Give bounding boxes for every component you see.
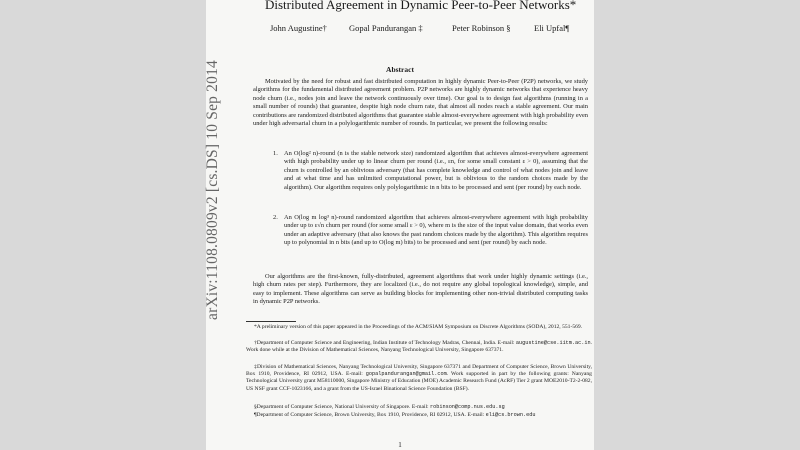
abstract-paragraph-2: Our algorithms are the first-known, fully-distributed, agreement algorithms that work under highly dynamic settings (i.e., high churn rates per step). Furthermore, they are localized (i.e., do not require any global topological knowledge), simple, and easy to implement. These algorithms can serve as building blocks for implementing other non-trivial distributed computing tasks in dynamic P2P networks. — [253, 273, 588, 306]
email-link[interactable]: robinson@comp.nus.edu.sg — [430, 404, 505, 410]
author-upfal: Eli Upfal¶ — [534, 23, 570, 33]
footnote-preliminary: *A preliminary version of this paper appeared in the Proceedings of the ACM/SIAM Symposium on Discrete Algorithms (SODA), 2012, 551-569. — [254, 324, 583, 330]
footnote-pandurangan — [246, 364, 592, 393]
email-link[interactable]: gopalpandurangan@gmail.com — [365, 371, 447, 378]
footnote-text: †Department of Computer Science and Engineering, Indian Institute of Technology Madras, Chennai, India. E-mail: — [254, 340, 515, 346]
footnote-text: . Work done while at the Division of Mathematical Sciences, Nanyang Technological University, Singapore 637371. — [246, 340, 592, 354]
result-text: An O(log² n)-round (n is the stable network size) randomized algorithm that achieves almost-everywhere agreement with high probability under up to linear churn per round (i.e., εn, for some small constant ε > 0), assuming that the churn is controlled by an oblivious adversary (that has complete knowledge and control of what nodes join and leave and at what time and has unlimited computational power, but is oblivious to the random choices made by the algorithm). Our algorithm requires only polylogarithmic in n bits to be processed and sent (per round) by each node. — [284, 150, 588, 191]
result-number: 2. — [273, 214, 278, 221]
footnote-augustine — [246, 340, 592, 354]
author-robinson: Peter Robinson § — [452, 23, 511, 33]
footnote-upfal — [246, 412, 592, 419]
footnote-text: §Department of Computer Science, National University of Singapore. E-mail: — [254, 404, 429, 410]
result-item-2 — [273, 214, 588, 248]
footnote-text: . Work supported in part by the following grants: Nanyang Technological University grant M58110000, Singapore Ministry of Education (MOE) Academic Research Fund (AcRF) Tier 2 grant MOE2010-T2-2-082, US NSF grant CCF-1023166, and a grant from the US-Israel Binational Science Foundation (BSF). — [246, 371, 592, 392]
arxiv-stamp — [198, 60, 228, 320]
footnote-robinson — [246, 404, 592, 411]
footnote-divider — [246, 321, 296, 322]
abstract-heading: Abstract — [386, 65, 414, 74]
author-pandurangan: Gopal Pandurangan ‡ — [349, 23, 423, 33]
arxiv-stamp-text: arXiv:1108.0809v2 [cs.DS] 10 Sep 2014 — [204, 60, 222, 320]
footnote-text: ‡Division of Mathematical Sciences, Nanyang Technological University, Singapore 637371 and Department of Computer Science, Brown University, Box 1910, Providence, RI 02912, USA. E-mail: — [246, 364, 592, 378]
email-link[interactable]: augustine@cse.iitm.ac.in — [515, 340, 591, 346]
paper-title: Distributed Agreement in Dynamic Peer-to-Peer Networks* — [265, 0, 577, 12]
page-number: 1 — [398, 441, 402, 449]
email-link[interactable]: eli@cs.brown.edu — [485, 412, 536, 418]
author-augustine: John Augustine† — [270, 23, 327, 33]
footnote-text: ¶Department of Computer Science, Brown University, Box 1910, Providence, RI 02912, USA. E-mail: — [254, 412, 485, 418]
abstract-paragraph-1: Motivated by the need for robust and fast distributed computation in highly dynamic Peer-to-Peer (P2P) networks, we study algorithms for the fundamental distributed agreement problem. P2P networks are highly dynamic networks that experience heavy node churn (i.e., nodes join and leave the network continuously over time). Our goal is to design fast algorithms (running in a small number of rounds) that guarantee, despite high node churn rate, that almost all nodes reach a stable agreement. Our main contributions are randomized distributed algorithms that guarantee stable almost-everywhere agreement with high probability even under high adversarial churn in a polylogarithmic number of rounds. In particular, we present the following results: — [253, 78, 588, 128]
result-text: An O(log m log³ n)-round randomized algorithm that achieves almost-everywhere agreement with high probability under up to ε√n churn per round (for some small ε > 0), where m is the size of the input value domain, that works even under an adaptive adversary (that also knows the past random choices made by the algorithm). This algorithm requires up to polynomial in n bits (and up to O(log m) bits) to be processed and sent (per round) by each node. — [284, 214, 588, 247]
result-item-1 — [273, 150, 588, 192]
result-number: 1. — [273, 150, 278, 157]
